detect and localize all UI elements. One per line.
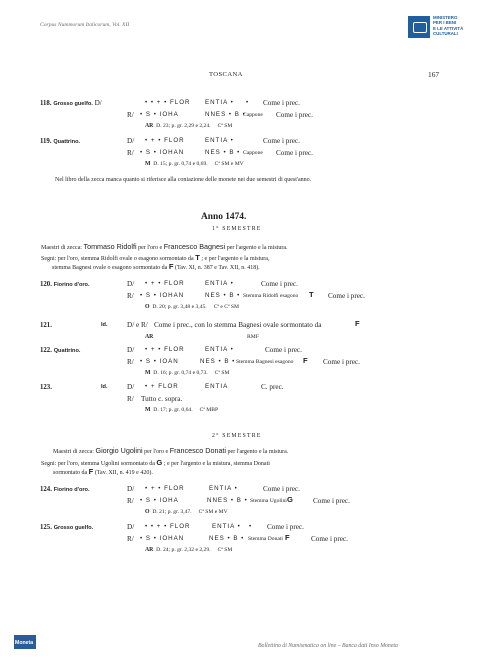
legend: • S • IOHAN bbox=[140, 292, 185, 299]
footer-credit: Bollettino di Numismatica on line – Banca dati Inso Moneta bbox=[258, 643, 398, 649]
semester-2-masters: Maestri di zecca: Giorgio Ugolini per l'oro e Francesco Donati per l'argento e la mistura. bbox=[53, 446, 289, 455]
legend: NES • B • bbox=[200, 358, 236, 365]
legend: NNES • B • bbox=[207, 497, 248, 504]
entry-119-obverse: 119. Quattrino. bbox=[40, 138, 81, 145]
legend: • + • FLOR bbox=[145, 280, 185, 287]
legend: NNES • B • bbox=[205, 111, 246, 118]
reverse-side: R/ bbox=[127, 111, 134, 119]
legend: • • + • FLOR bbox=[145, 523, 191, 530]
legend: Come i prec. bbox=[261, 280, 298, 288]
mint-sign: G bbox=[287, 495, 293, 504]
legend: ENTIA • bbox=[205, 346, 234, 353]
entry-123: 123. bbox=[40, 384, 52, 391]
entry-122-obverse: 122. Quattrino. bbox=[40, 347, 81, 354]
legend: • + • FLOR bbox=[145, 485, 185, 492]
semester-2-title: 2° SEMESTRE bbox=[212, 433, 262, 439]
reverse-side: R/ bbox=[127, 395, 134, 403]
obverse-side: D/ bbox=[127, 346, 135, 354]
legend: • • + • FLOR bbox=[145, 99, 191, 106]
obverse-side: D/ bbox=[127, 383, 135, 391]
type-note: Cappone bbox=[243, 112, 263, 118]
obverse-side: D/ bbox=[127, 485, 135, 493]
obverse-side: D/ bbox=[127, 523, 135, 531]
year-title: Anno 1474. bbox=[201, 212, 247, 222]
legend: • S • IOHA bbox=[140, 497, 179, 504]
type-note: Stemma Bagnesi esagono bbox=[236, 359, 294, 365]
legend: • + FLOR bbox=[145, 383, 179, 390]
legend: • + • FLOR bbox=[145, 137, 185, 144]
page-number: 167 bbox=[428, 70, 440, 79]
legend: • + • FLOR bbox=[145, 346, 185, 353]
entry-meta: M D. 16; p. gr. 0,74 e 0,73. Cª SM bbox=[145, 370, 230, 376]
semester-1-signs-line1: Segni: per l'oro, stemma Ridolfi ovale o esagono sormontato da T ; e per l'argento e la mistura, bbox=[41, 253, 270, 262]
entry-118-obverse: 118. Grosso guelfo. D/ bbox=[40, 99, 102, 107]
semester-1-title: 1° SEMESTRE bbox=[212, 226, 262, 232]
legend: • S • IOAN bbox=[140, 358, 179, 365]
ministry-name: MINISTERO PER I BENI E LE ATTIVITÀ CULTURALI bbox=[433, 15, 464, 37]
type-note: Cappone bbox=[243, 150, 263, 156]
legend: • S • IOHA bbox=[140, 111, 179, 118]
type-note: Stemma Ugolini bbox=[250, 498, 287, 504]
semester-2-signs-line1: Segni: per l'oro, stemma Ugolini sormontato da G ; e per l'argento e la mistura, stemma Donati bbox=[41, 458, 270, 467]
journal-header: Corpus Nummorum Italicorum, Vol. XII bbox=[40, 22, 130, 28]
legend: ENTIA • bbox=[205, 280, 234, 287]
entry-121: 121. bbox=[40, 322, 52, 329]
ministry-logo-icon bbox=[408, 16, 430, 38]
legend: NES • B • bbox=[205, 149, 241, 156]
legend: Come i prec. bbox=[263, 99, 300, 107]
legend: Come i prec. bbox=[263, 137, 300, 145]
semester-1-masters: Maestri di zecca: Tommaso Ridolfi per l'oro e Francesco Bagnesi per l'argento e la mistura. bbox=[41, 242, 288, 251]
reverse-side: R/ bbox=[127, 535, 134, 543]
mint-sign: F bbox=[303, 356, 308, 365]
mint-sign: F bbox=[355, 319, 360, 328]
entry-120-obverse: 120. Fiorino d'oro. bbox=[40, 281, 90, 288]
entry-meta: M D. 15; p. gr. 0,74 e 0,69. Cª SM e MV bbox=[145, 161, 244, 167]
obverse-side: D/ bbox=[127, 280, 135, 288]
legend: Come i prec. bbox=[323, 358, 360, 366]
legend: Come i prec., con lo stemma Bagnesi ovale sormontato da bbox=[154, 321, 322, 329]
legend: ENTIA • bbox=[212, 523, 241, 530]
legend: Tutto c. sopra. bbox=[141, 395, 183, 403]
legend: ENTIA • bbox=[205, 137, 234, 144]
legend: ENTIA • bbox=[205, 99, 234, 106]
entry-meta: AR bbox=[145, 334, 154, 340]
entry-meta: AR D. 24; p. gr. 2,32 e 2,29. Cª SM bbox=[145, 547, 233, 553]
legend: NES • B • bbox=[209, 535, 245, 542]
legend: Come i prec. bbox=[311, 535, 348, 543]
moneta-logo-text: Moneta bbox=[15, 640, 34, 646]
entry-meta: M D. 17; p. gr. 0,64. Cª MBP bbox=[145, 407, 219, 413]
entry-125-obverse: 125. Grosso guelfo. bbox=[40, 524, 94, 531]
reverse-side: R/ bbox=[127, 358, 134, 366]
legend: Come i prec. bbox=[313, 497, 350, 505]
legend: ENTIA bbox=[205, 383, 229, 390]
entry-meta: O D. 20; p. gr. 3,48 e 3,45. Cª e Cª SM bbox=[145, 304, 240, 310]
type-note: Stemma Ridolfi esagono bbox=[243, 293, 299, 299]
collection: RMF bbox=[247, 334, 259, 340]
entry-meta: O D. 21; p. gr. 3,47. Cª SM e MV bbox=[145, 509, 228, 515]
legend: Come i prec. bbox=[276, 111, 313, 119]
legend: C. prec. bbox=[261, 383, 284, 391]
type-note: Stemma Donati bbox=[248, 536, 283, 542]
entry-meta: AR D. 23; p. gr. 2,29 e 2,24. Cª SM bbox=[145, 123, 233, 129]
entry-label: Id. bbox=[101, 322, 108, 328]
legend: Come i prec. bbox=[267, 523, 304, 531]
entry-label: Id. bbox=[101, 384, 108, 390]
legend: Come i prec. bbox=[263, 485, 300, 493]
legend: • S • IOHAN bbox=[140, 535, 185, 542]
legend: Come i prec. bbox=[328, 292, 365, 300]
semester-2-signs-line2: sormontato da F (Tav. XII, n. 419 e 420). bbox=[53, 467, 153, 476]
legend: Come i prec. bbox=[265, 346, 302, 354]
reverse-side: R/ bbox=[127, 497, 134, 505]
legend: • S • IOHAN bbox=[140, 149, 185, 156]
legend: ENTIA • bbox=[209, 485, 238, 492]
mint-sign: F bbox=[285, 533, 290, 542]
reverse-side: R/ bbox=[127, 149, 134, 157]
legend: NES • B • bbox=[205, 292, 241, 299]
obverse-side: D/ e R/ bbox=[127, 321, 148, 329]
obverse-side: D/ bbox=[127, 137, 135, 145]
legend: • bbox=[249, 523, 253, 530]
entry-124-obverse: 124. Fiorino d'oro. bbox=[40, 486, 90, 493]
semester-1-signs-line2: stemma Bagnesi ovale o esagono sormontato da F (Tav. XI, n. 387 e Tav. XII, n. 418). bbox=[52, 262, 260, 271]
archive-note: Nel libro della zecca manca quanto si riferisce alla coniazione delle monete nei due semestri di quest'anno. bbox=[55, 177, 312, 183]
reverse-side: R/ bbox=[127, 292, 134, 300]
mint-sign: T bbox=[309, 290, 314, 299]
running-head: TOSCANA bbox=[209, 71, 243, 78]
legend: Come i prec. bbox=[276, 149, 313, 157]
legend: • bbox=[246, 99, 250, 106]
